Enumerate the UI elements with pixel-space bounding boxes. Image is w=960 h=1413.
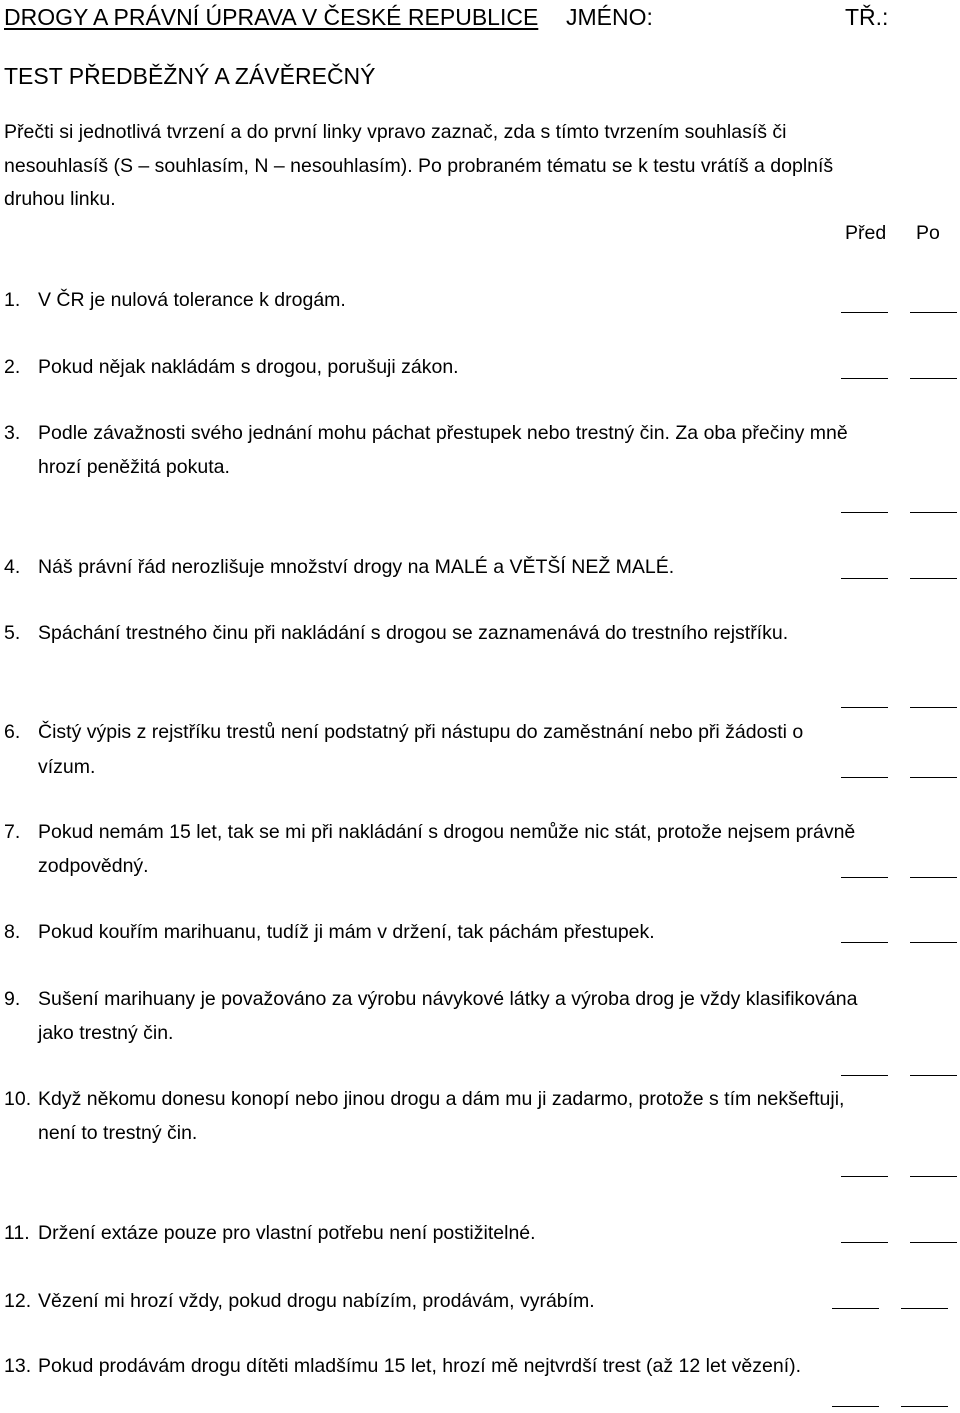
- question-number: 8.: [4, 921, 21, 943]
- column-header-before: Před: [845, 222, 887, 244]
- question-text: Pokud nějak nakládám s drogou, porušuji zákon.: [38, 356, 459, 378]
- question-number: 13.: [4, 1355, 32, 1377]
- instruction-line: Přečti si jednotlivá tvrzení a do první linky vpravo zaznač, zda s tímto tvrzením souhlasíš či: [4, 121, 787, 143]
- question-text: Když někomu donesu konopí nebo jinou drogu a dám mu ji zadarmo, protože s tím nekšeftuji,: [38, 1088, 845, 1110]
- column-header-after: Po: [916, 222, 940, 244]
- question-number: 12.: [4, 1290, 32, 1312]
- instruction-line: druhou linku.: [4, 188, 116, 210]
- question-item: [4, 1086, 844, 1112]
- question-item: [4, 986, 857, 1012]
- answer-blank-before[interactable]: [841, 942, 888, 943]
- question-text: Držení extáze pouze pro vlastní potřebu není postižitelné.: [38, 1222, 536, 1244]
- question-item: [4, 719, 803, 745]
- question-text: Vězení mi hrozí vždy, pokud drogu nabízím, prodávám, vyrábím.: [38, 1290, 595, 1312]
- question-text-continued: zodpovědný.: [38, 855, 149, 877]
- answer-blank-after[interactable]: [910, 777, 957, 778]
- answer-blank-after[interactable]: [910, 1242, 957, 1243]
- question-item: [4, 819, 855, 845]
- worksheet-title: DROGY A PRÁVNÍ ÚPRAVA V ČESKÉ REPUBLICE: [4, 4, 539, 30]
- question-item: [4, 354, 459, 380]
- question-text: Náš právní řád nerozlišuje množství drogy na MALÉ a VĚTŠÍ NEŽ MALÉ.: [38, 556, 675, 578]
- answer-blank-after[interactable]: [910, 378, 957, 379]
- answer-blank-after[interactable]: [910, 512, 957, 513]
- answer-blank-before[interactable]: [841, 512, 888, 513]
- answer-blank-after[interactable]: [910, 877, 957, 878]
- question-text-continued: jako trestný čin.: [38, 1022, 174, 1044]
- question-text: Čistý výpis z rejstříku trestů není podstatný při nástupu do zaměstnání nebo při žádosti o: [38, 721, 804, 743]
- question-number: 1.: [4, 289, 21, 311]
- question-text: Pokud kouřím marihuanu, tudíž ji mám v držení, tak páchám přestupek.: [38, 921, 655, 943]
- answer-blank-after[interactable]: [901, 1308, 948, 1309]
- answer-blank-before[interactable]: [841, 707, 888, 708]
- answer-blank-before[interactable]: [841, 1242, 888, 1243]
- question-text-continued: vízum.: [38, 756, 96, 778]
- question-number: 7.: [4, 821, 21, 843]
- answer-blank-after[interactable]: [910, 707, 957, 708]
- answer-blank-before[interactable]: [841, 378, 888, 379]
- answer-blank-after[interactable]: [910, 312, 957, 313]
- answer-blank-after[interactable]: [910, 1075, 957, 1076]
- question-number: 2.: [4, 356, 21, 378]
- answer-blank-after[interactable]: [901, 1406, 948, 1407]
- answer-blank-before[interactable]: [841, 777, 888, 778]
- question-item: [4, 1353, 801, 1379]
- question-item: [4, 287, 346, 313]
- question-number: 6.: [4, 721, 21, 743]
- answer-blank-before[interactable]: [832, 1406, 879, 1407]
- question-text: Sušení marihuany je považováno za výrobu návykové látky a výroba drog je vždy klasifikována: [38, 988, 858, 1010]
- question-text-continued: hrozí peněžitá pokuta.: [38, 456, 230, 478]
- question-number: 3.: [4, 422, 21, 444]
- answer-blank-after[interactable]: [910, 578, 957, 579]
- question-number: 10.: [4, 1088, 32, 1110]
- question-text: V ČR je nulová tolerance k drogám.: [38, 289, 346, 311]
- question-item: [4, 620, 788, 646]
- instruction-line: nesouhlasíš (S – souhlasím, N – nesouhlasím). Po probraném tématu se k testu vrátíš a doplníš: [4, 155, 834, 177]
- answer-blank-before[interactable]: [841, 1176, 888, 1177]
- question-number: 4.: [4, 556, 21, 578]
- test-subtitle: TEST PŘEDBĚŽNÝ A ZÁVĚREČNÝ: [4, 63, 376, 89]
- answer-blank-before[interactable]: [841, 877, 888, 878]
- question-text: Pokud nemám 15 let, tak se mi při nakládání s drogou nemůže nic stát, protože nejsem právně: [38, 821, 856, 843]
- question-text-continued: není to trestný čin.: [38, 1122, 198, 1144]
- question-text: Pokud prodávám drogu dítěti mladšímu 15 let, hrozí mě nejtvrdší trest (až 12 let vězení).: [38, 1355, 802, 1377]
- question-number: 5.: [4, 622, 21, 644]
- answer-blank-before[interactable]: [841, 1075, 888, 1076]
- question-item: [4, 420, 848, 446]
- name-label: JMÉNO:: [566, 4, 653, 30]
- class-label: TŘ.:: [845, 4, 889, 30]
- question-item: [4, 1288, 595, 1314]
- question-text: Spáchání trestného činu při nakládání s drogou se zaznamenává do trestního rejstříku.: [38, 622, 789, 644]
- question-item: [4, 554, 674, 580]
- question-item: [4, 919, 655, 945]
- question-item: [4, 1220, 536, 1246]
- question-number: 9.: [4, 988, 21, 1010]
- answer-blank-after[interactable]: [910, 942, 957, 943]
- answer-blank-before[interactable]: [832, 1308, 879, 1309]
- answer-blank-after[interactable]: [910, 1176, 957, 1177]
- question-number: 11.: [4, 1222, 30, 1244]
- question-text: Podle závažnosti svého jednání mohu páchat přestupek nebo trestný čin. Za oba přečiny mně: [38, 422, 848, 444]
- answer-blank-before[interactable]: [841, 578, 888, 579]
- answer-blank-before[interactable]: [841, 312, 888, 313]
